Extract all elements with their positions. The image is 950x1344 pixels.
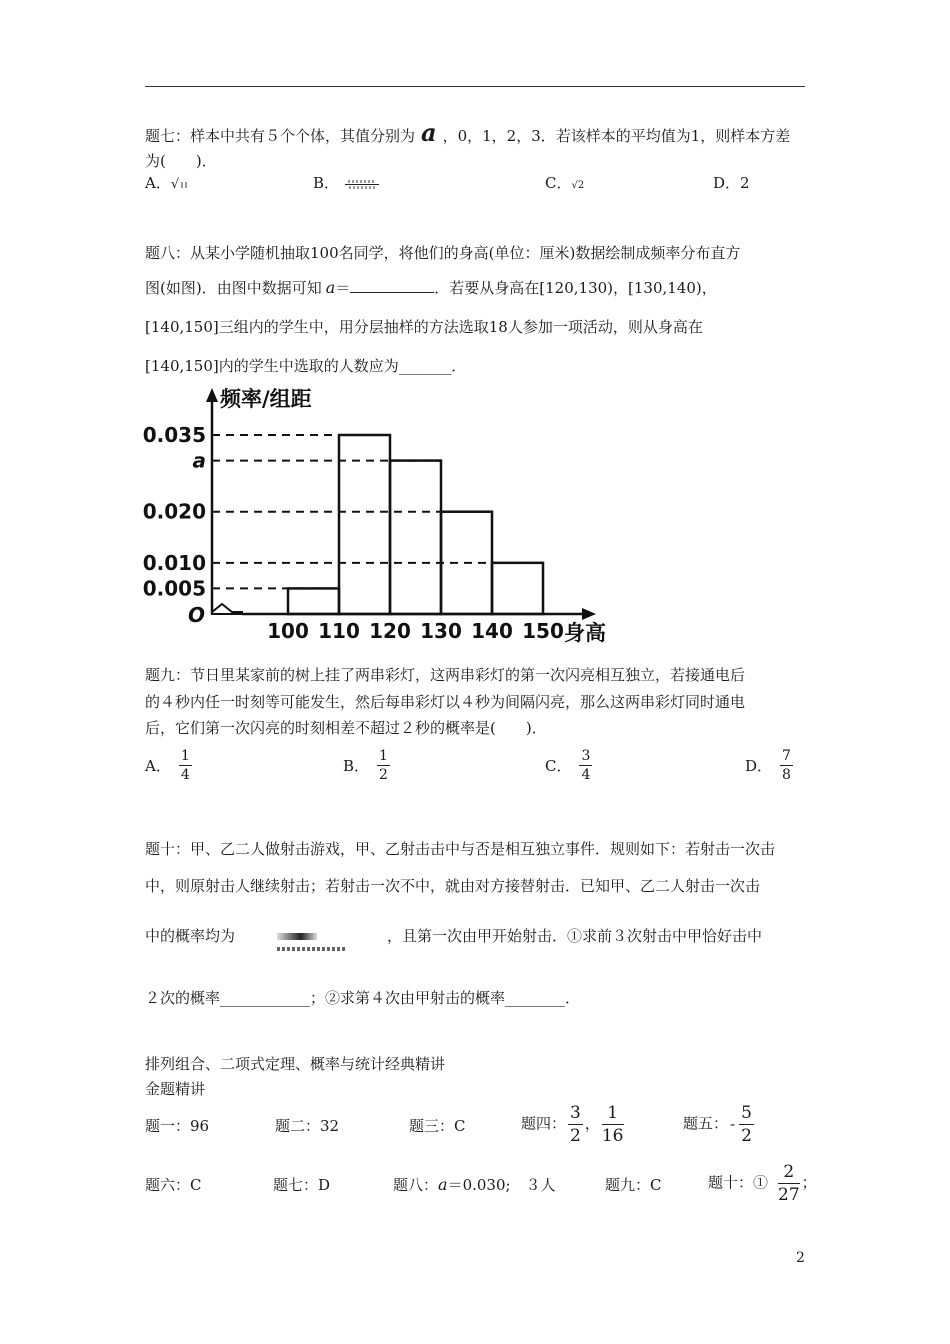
q10-line2: 中，则原射击人继续射击；若射击一次不中，就由对方接替射击．已知甲、乙二人射击一次击 bbox=[145, 877, 761, 895]
answer-q4-separator: ， bbox=[584, 1114, 600, 1133]
answer-q5-fraction: $\frac{5}{2}$ bbox=[741, 1103, 752, 1146]
x-axis-arrow-icon bbox=[582, 608, 596, 620]
q9-option-c bbox=[545, 748, 594, 783]
histogram-chart bbox=[140, 382, 620, 650]
answer-q4 bbox=[521, 1103, 626, 1146]
q7-option-d: D．2 bbox=[713, 174, 750, 192]
q9-option-b bbox=[343, 748, 392, 783]
q7-opt-c-sqrt-icon: √2 bbox=[571, 180, 585, 191]
answer-q4-fraction1: $\frac{3}{2}$ bbox=[570, 1103, 581, 1146]
x-tick-label: 130 bbox=[420, 619, 462, 643]
y-axis-arrow-icon bbox=[206, 388, 218, 402]
q9-line3: 后，它们第一次闪亮的时刻相差不超过２秒的概率是( )． bbox=[145, 719, 547, 737]
q9-option-a bbox=[145, 748, 194, 783]
q7-line1 bbox=[145, 118, 791, 147]
q9-options bbox=[145, 748, 805, 792]
answer-q3: 题三：C bbox=[409, 1117, 466, 1135]
q7-text-b: ，0，1，2，3．若该样本的平均值为1，则样本方差 bbox=[442, 127, 791, 145]
q7-line2: 为( )． bbox=[145, 152, 217, 170]
q9-option-label: A． bbox=[145, 757, 171, 775]
x-tick-label: 120 bbox=[369, 619, 411, 643]
answer-q10 bbox=[708, 1162, 817, 1205]
q9-option-label: B． bbox=[343, 757, 370, 775]
q7-opt-c-label: C． bbox=[545, 174, 572, 192]
answer-q10-label: 题十：① bbox=[708, 1173, 769, 1192]
q7-opt-b-label: B． bbox=[313, 174, 340, 192]
q7-var-a: a bbox=[421, 118, 437, 147]
y-tick-label: 0.010 bbox=[142, 550, 206, 575]
y-tick-label: 0.005 bbox=[142, 576, 206, 601]
answer-q5-sign: - bbox=[730, 1114, 736, 1133]
answer-q4-fraction2: $\frac{1}{16}$ bbox=[601, 1103, 624, 1146]
q9-line2: 的４秒内任一时刻等可能发生，然后每串彩灯以４秒为间隔闪亮，那么这两串彩灯同时通电 bbox=[145, 693, 746, 711]
q8-answer-blank bbox=[350, 276, 434, 293]
answer-q4-label: 题四： bbox=[521, 1114, 567, 1133]
axis-break-icon bbox=[212, 604, 242, 614]
q7-opt-a-sqrt-icon: √ bbox=[171, 177, 191, 192]
x-tick-label: 150 bbox=[522, 619, 564, 643]
x-axis-label: 身高 bbox=[564, 621, 606, 645]
q9-option-fraction: $\frac{3}{4}$ bbox=[581, 748, 591, 783]
q7-option-a bbox=[145, 172, 191, 196]
q8-eq: ＝ bbox=[335, 279, 351, 297]
x-tick-label: 140 bbox=[471, 619, 513, 643]
origin-label: O bbox=[188, 603, 206, 627]
q9-option-fraction: $\frac{7}{8}$ bbox=[782, 748, 791, 783]
page-number: 2 bbox=[796, 1250, 805, 1266]
answer-q7: 题七：D bbox=[273, 1176, 331, 1194]
answer-q5 bbox=[683, 1103, 756, 1146]
q8-var-a: a bbox=[325, 278, 336, 297]
q8-line2-text: 图(如图)．由图中数据可知 bbox=[145, 279, 322, 297]
answer-q8-rest: ＝0.030; ３人 bbox=[447, 1176, 556, 1194]
q9-option-fraction: $\frac{1}{2}$ bbox=[379, 748, 388, 783]
answer-q8-var: a bbox=[438, 1175, 448, 1194]
q7-opt-b-fraction-icon bbox=[345, 180, 379, 189]
bar-0 bbox=[288, 588, 339, 614]
q10-line1: 题十：甲、乙二人做射击游戏，甲、乙射击击中与否是相互独立事件．规则如下：若射击一次击 bbox=[145, 840, 776, 858]
q9-option-label: C． bbox=[545, 757, 572, 775]
answer-q10-tail: ； bbox=[801, 1173, 817, 1192]
q10-line3-text: 中的概率均为 bbox=[145, 927, 236, 945]
q8-line2-rest: ．若要从身高在[120,130)，[130,140)， bbox=[434, 279, 717, 297]
bar-2 bbox=[390, 461, 441, 614]
answer-q6: 题六：C bbox=[145, 1176, 202, 1194]
q9-option-d bbox=[745, 748, 795, 783]
q9-option-label: D． bbox=[745, 757, 773, 775]
chart-title: 频率/组距 bbox=[220, 387, 312, 411]
q8-line2 bbox=[145, 276, 717, 299]
answers-heading: 排列组合、二项式定理、概率与统计经典精讲 bbox=[145, 1055, 446, 1073]
q10-blurred-fraction-icon bbox=[235, 925, 387, 947]
answer-q8 bbox=[393, 1174, 556, 1196]
answer-q2: 题二：32 bbox=[275, 1117, 340, 1135]
bar-1 bbox=[339, 435, 390, 614]
answer-q9: 题九：C bbox=[605, 1176, 662, 1194]
q10-line3-rest: ，且第一次由甲开始射击．①求前３次射击中甲恰好击中 bbox=[387, 927, 763, 945]
q8-line4: [140,150]内的学生中选取的人数应为_______． bbox=[145, 357, 467, 375]
top-rule bbox=[145, 86, 805, 87]
q8-line3: [140,150]三组内的学生中，用分层抽样的方法选取18人参加一项活动，则从身高在 bbox=[145, 318, 703, 336]
answer-q8-label: 题八： bbox=[393, 1176, 439, 1194]
answer-q1: 题一：96 bbox=[145, 1117, 210, 1135]
q9-option-fraction: $\frac{1}{4}$ bbox=[180, 748, 190, 783]
q10-line3 bbox=[145, 925, 762, 947]
answers-subheading: 金题精讲 bbox=[145, 1080, 206, 1098]
q10-line4: ２次的概率____________；②求第４次由甲射击的概率________． bbox=[145, 989, 581, 1007]
y-tick-label: a bbox=[192, 448, 206, 473]
x-tick-label: 100 bbox=[267, 619, 309, 643]
answer-q5-label: 题五： bbox=[683, 1114, 729, 1133]
answer-q10-fraction: $\frac{2}{27}$ bbox=[778, 1162, 800, 1205]
y-tick-label: 0.035 bbox=[142, 423, 206, 447]
q9-line1: 题九：节日里某家前的树上挂了两串彩灯，这两串彩灯的第一次闪亮相互独立，若接通电后 bbox=[145, 666, 746, 684]
q7-text-a: 题七：样本中共有５个个体，其值分别为 bbox=[145, 127, 416, 145]
bar-4 bbox=[492, 563, 543, 614]
q7-option-b bbox=[313, 172, 381, 194]
q7-option-c bbox=[545, 172, 584, 197]
x-tick-label: 110 bbox=[318, 619, 360, 643]
y-tick-label: 0.020 bbox=[142, 499, 206, 524]
q8-line1: 题八：从某小学随机抽取100名同学，将他们的身高(单位：厘米)数据绘制成频率分布直方 bbox=[145, 244, 741, 262]
q7-opt-a-label: A． bbox=[145, 174, 171, 192]
